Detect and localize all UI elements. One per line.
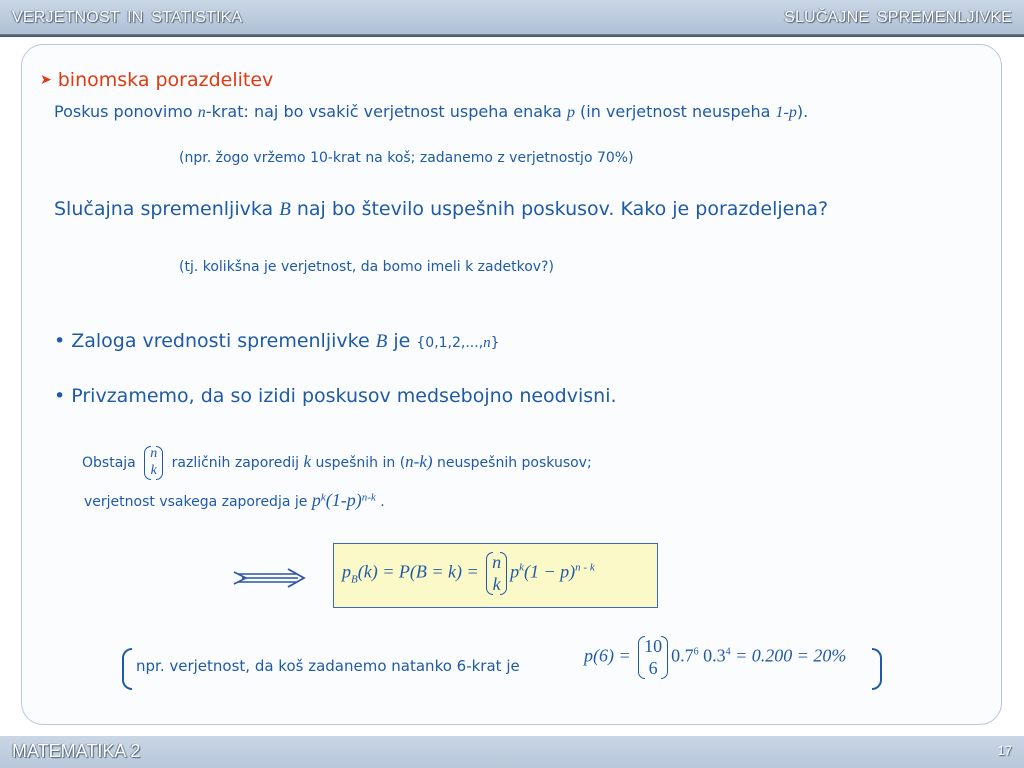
example-note: (npr. žogo vržemo 10-krat na koš; zadanemo z verjetnostjo 70%) bbox=[179, 150, 634, 166]
binom-bottom: 6 bbox=[648, 657, 658, 678]
var-k: k bbox=[303, 451, 311, 471]
text-segment: • Zaloga vrednosti spremenljivke bbox=[54, 330, 376, 352]
binomial-formula bbox=[342, 552, 595, 595]
slide-footer bbox=[0, 736, 1024, 768]
example-text: npr. verjetnost, da koš zadanemo natanko 6-krat je bbox=[136, 657, 520, 675]
slide-header bbox=[0, 0, 1024, 36]
example-binom bbox=[638, 636, 668, 679]
example-lhs: p(6) = bbox=[584, 645, 636, 666]
var-n: n bbox=[483, 335, 491, 351]
formula-exp-nk: n - k bbox=[575, 561, 595, 574]
sequences-line bbox=[82, 446, 592, 480]
text-segment: Slučajna spremenljivka bbox=[54, 198, 280, 220]
text-segment: Obstaja bbox=[82, 454, 141, 471]
formula-exp-k: k bbox=[519, 561, 525, 574]
example-base1: 0.7 bbox=[671, 645, 694, 666]
bullet-independence: • Privzamemo, da so izidi poskusov medsebojno neodvisni. bbox=[54, 385, 617, 407]
example-base2: 0.3 bbox=[698, 645, 726, 666]
text-segment: Poskus ponovimo bbox=[54, 102, 198, 121]
arrow-bullet-icon: ➤ bbox=[40, 72, 52, 88]
formula-p2: p bbox=[510, 561, 520, 582]
formula-p: p bbox=[342, 561, 351, 582]
formula-binom bbox=[486, 552, 507, 595]
example-formula bbox=[584, 636, 846, 679]
exp-n-minus-k: n-k bbox=[361, 491, 376, 504]
formula-mid: (k) = P(B = k) = bbox=[357, 561, 484, 582]
var-B: B bbox=[375, 331, 388, 352]
example-bracket-left bbox=[122, 648, 132, 690]
expr-one-minus-p: (1-p) bbox=[325, 490, 362, 510]
var-p: p bbox=[566, 104, 575, 121]
example-exp1: 6 bbox=[693, 646, 699, 658]
binom-bottom: k bbox=[150, 462, 157, 478]
footer-course: MATEMATIKA 2 bbox=[12, 741, 141, 761]
exp-k: k bbox=[320, 491, 326, 504]
header-divider bbox=[0, 34, 1024, 37]
example-exp2: 4 bbox=[725, 646, 731, 658]
var-n: n bbox=[197, 104, 206, 121]
bullet-range bbox=[54, 330, 500, 353]
text-segment: različnih zaporedij bbox=[167, 454, 304, 471]
example-result: = 0.200 = 20% bbox=[730, 645, 847, 666]
formula-sub-B: B bbox=[351, 573, 358, 586]
header-section-title: SLUČAJNE SPREMENLJIVKE bbox=[784, 9, 1012, 26]
text-segment: je bbox=[387, 330, 417, 352]
text-segment: verjetnost vsakega zaporedja je bbox=[84, 494, 312, 510]
text-segment: (in verjetnost neuspeha bbox=[574, 102, 776, 121]
header-course-title: VERJETNOST IN STATISTIKA bbox=[12, 9, 243, 26]
binom-top: n bbox=[150, 446, 158, 461]
formula-rest: (1 − p) bbox=[524, 561, 576, 582]
text-segment: . bbox=[375, 494, 385, 510]
set-open: {0,1,2,..., bbox=[416, 335, 484, 351]
set-close: } bbox=[490, 335, 500, 351]
page-number: 17 bbox=[997, 743, 1012, 758]
var-B: B bbox=[279, 199, 291, 220]
binom-top: n bbox=[492, 552, 502, 572]
text-segment: uspešnih in ( bbox=[311, 454, 406, 471]
sequence-probability-line bbox=[84, 490, 385, 511]
expr-n-minus-k: n-k) bbox=[405, 451, 433, 471]
var-p: p bbox=[311, 490, 321, 510]
text-segment: neuspešnih poskusov; bbox=[432, 454, 592, 471]
clarification-note: (tj. kolikšna je verjetnost, da bomo imeli k zadetkov?) bbox=[179, 259, 554, 275]
example-bracket-right bbox=[872, 648, 882, 690]
text-segment: -krat: naj bo vsakič verjetnost uspeha enaka bbox=[205, 102, 567, 121]
text-segment: naj bo število uspešnih poskusov. Kako je porazdeljena? bbox=[290, 198, 829, 220]
slide-heading bbox=[40, 69, 273, 91]
definition-line bbox=[54, 102, 808, 122]
binomial-formula-box bbox=[333, 543, 658, 608]
heading-text: binomska porazdelitev bbox=[57, 69, 274, 91]
binom-bottom: k bbox=[492, 573, 501, 594]
binom-top: 10 bbox=[644, 636, 663, 656]
question-line bbox=[54, 198, 828, 221]
binomial-coefficient bbox=[144, 446, 163, 480]
expr-one-minus-p: 1-p bbox=[775, 104, 797, 121]
implies-arrow-icon bbox=[232, 566, 306, 590]
text-segment: ). bbox=[796, 102, 809, 121]
